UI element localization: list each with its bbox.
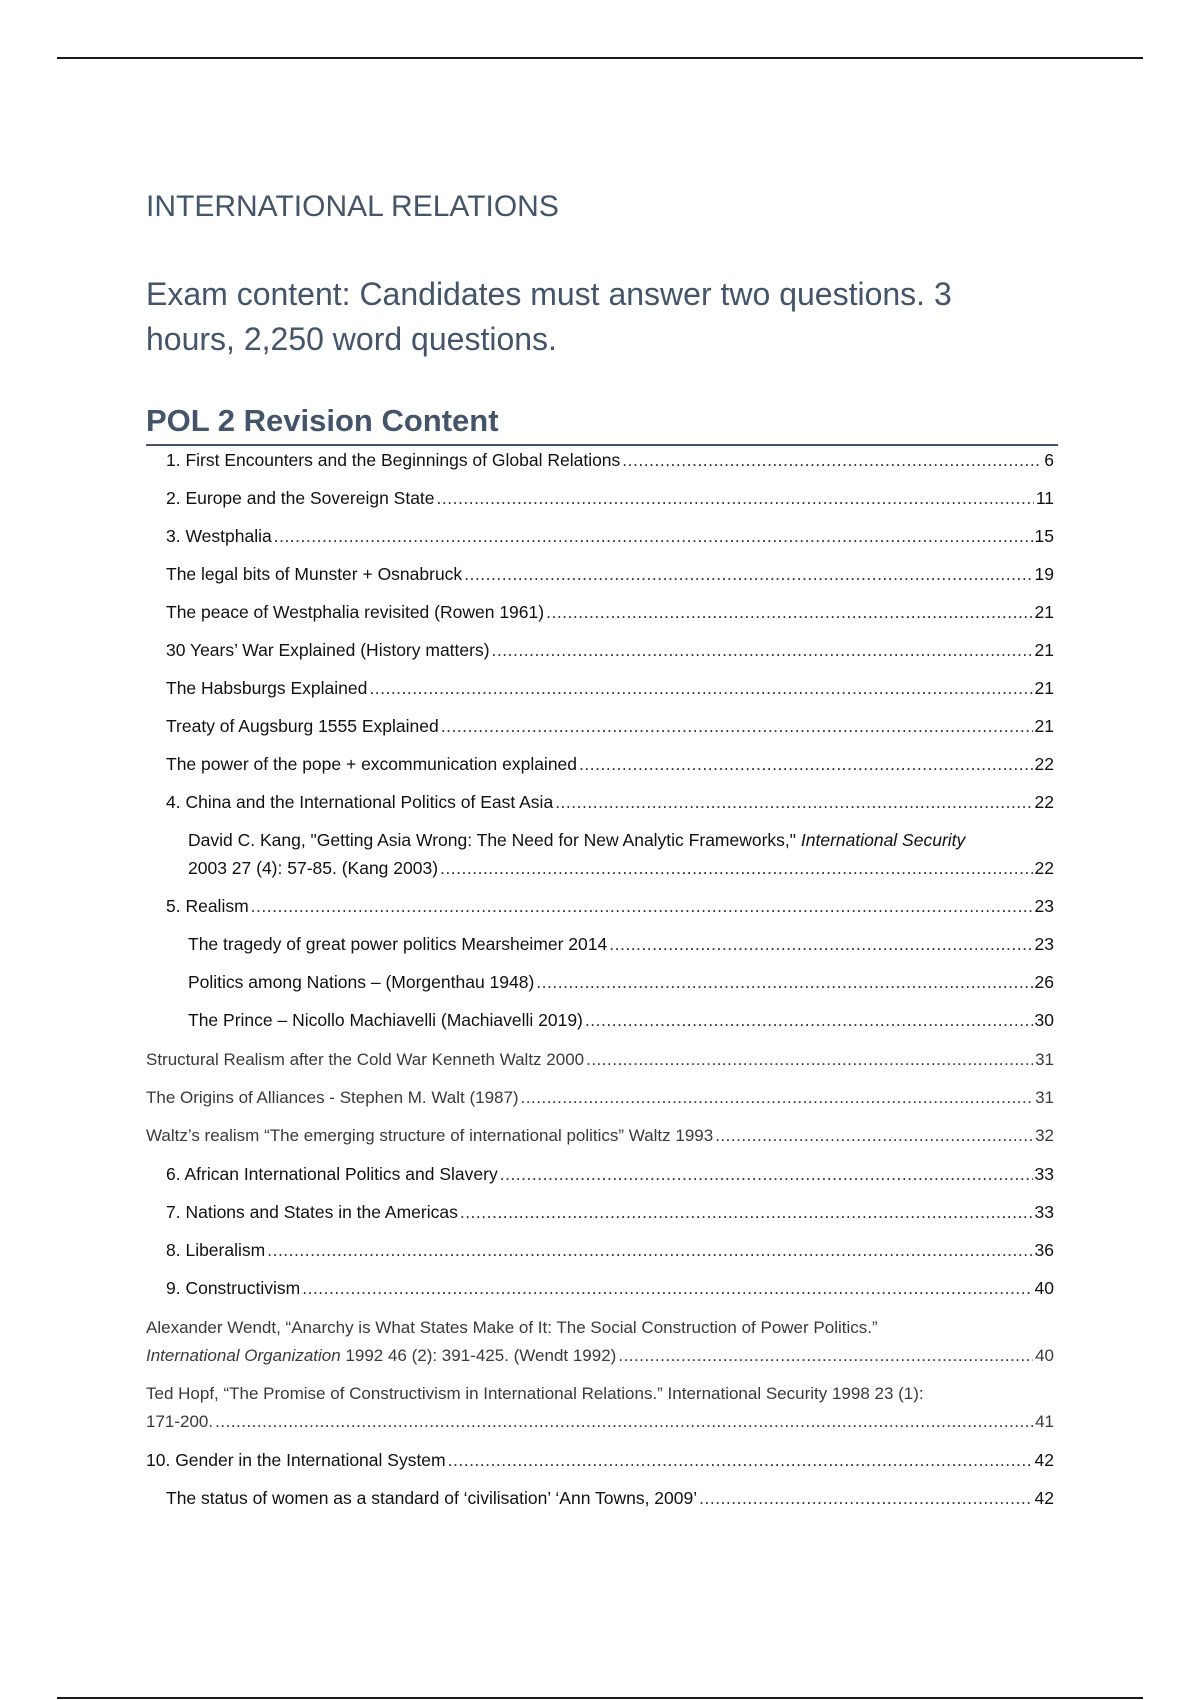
toc-entry[interactable] [146, 788, 1054, 816]
toc-entry-text: The status of women as a standard of ‘civilisation’ ‘Ann Towns, 2009’ [166, 1488, 698, 1508]
toc-entry-text: The legal bits of Munster + Osnabruck [166, 564, 463, 584]
toc-entry[interactable] [146, 1160, 1054, 1188]
toc-entry-page: 23 [1034, 934, 1054, 954]
toc-entry-page: 36 [1034, 1240, 1054, 1260]
toc-entry-text: 2. Europe and the Sovereign State [166, 488, 435, 508]
exam-content-heading [146, 272, 986, 362]
toc-entry-text: The power of the pope + excommunication explained [166, 754, 578, 774]
toc-entry-text: Treaty of Augsburg 1555 Explained [166, 716, 439, 736]
toc-entry-text: Waltz’s realism “The emerging structure of international politics” Waltz 1993 [146, 1126, 714, 1145]
toc-entry-page: 22 [1034, 858, 1054, 878]
toc-entry-text: The Habsburgs Explained [166, 678, 368, 698]
toc-entry[interactable] [146, 892, 1054, 920]
toc-entry[interactable] [146, 968, 1054, 996]
toc-entry-page: 42 [1034, 1488, 1054, 1508]
toc-entry-page: 32 [1035, 1126, 1054, 1145]
toc-entry-text: 10. Gender in the International System [146, 1450, 446, 1470]
bottom-rule [57, 1697, 1143, 1699]
toc-entry-page: 23 [1034, 896, 1054, 916]
toc-entry[interactable] [146, 826, 1054, 882]
toc-entry-text: Politics among Nations – (Morgenthau 1948) [188, 972, 535, 992]
toc-entry-page: 31 [1035, 1050, 1054, 1069]
toc-entry-page: 31 [1035, 1088, 1054, 1107]
document-title: INTERNATIONAL RELATIONS [146, 190, 559, 223]
toc-entry[interactable] [146, 1314, 1054, 1370]
exam-line-1: Exam content: Candidates must answer two questions. 3 [146, 276, 952, 312]
toc-entry-page: 42 [1034, 1450, 1054, 1470]
toc-entry-page: 40 [1034, 1278, 1054, 1298]
toc-entry-page: 41 [1035, 1412, 1054, 1431]
toc-entry[interactable] [146, 446, 1054, 474]
toc-entry-page: 19 [1034, 564, 1054, 584]
journal-title: International Organization [146, 1346, 341, 1365]
toc-entry[interactable] [146, 750, 1054, 778]
toc-entry[interactable] [146, 1484, 1054, 1512]
toc-entry-text: 1. First Encounters and the Beginnings of Global Relations [166, 450, 621, 470]
journal-title: International Security [800, 830, 966, 850]
toc-entry-text: 9. Constructivism [166, 1278, 301, 1298]
toc-entry-text: The tragedy of great power politics Mearsheimer 2014 [188, 934, 608, 954]
toc-entry-page: 21 [1034, 716, 1054, 736]
toc-entry-text: 2003 27 (4): 57-85. (Kang 2003) [188, 858, 439, 878]
toc-entry-text: The peace of Westphalia revisited (Rowen 1961) [166, 602, 545, 622]
toc-entry-text: 4. China and the International Politics of East Asia [166, 792, 554, 812]
toc-entry-page: 11 [1035, 488, 1054, 508]
toc-entry-line-2 [146, 1342, 616, 1370]
toc-entry-page: 33 [1034, 1202, 1054, 1222]
toc-entry[interactable] [146, 1198, 1054, 1226]
toc-entry[interactable] [146, 712, 1054, 740]
toc-entry-text: 5. Realism [166, 896, 249, 916]
toc-entry-page: 21 [1034, 640, 1054, 660]
toc-entry-text: 6. African International Politics and Slavery [166, 1164, 498, 1184]
toc-entry-page: 26 [1034, 972, 1054, 992]
toc-entry-text: 1992 46 (2): 391-425. (Wendt 1992) [340, 1346, 617, 1365]
toc-entry-text: The Prince – Nicollo Machiavelli (Machiavelli 2019) [188, 1010, 583, 1030]
toc-entry-page: 40 [1035, 1346, 1054, 1365]
toc-heading: POL 2 Revision Content [146, 403, 1058, 446]
toc-entry-text: Alexander Wendt, “Anarchy is What States Make of It: The Social Construction of Power Politics.” [146, 1318, 878, 1337]
toc-entry-text: The Origins of Alliances - Stephen M. Walt (1987) [146, 1088, 519, 1107]
toc-entry[interactable] [146, 560, 1054, 588]
toc-entry-page: 22 [1034, 792, 1054, 812]
toc-entry[interactable] [146, 1274, 1054, 1302]
toc-entry-text: 30 Years’ War Explained (History matters) [166, 640, 490, 660]
toc-entry-page: 6 [1044, 450, 1054, 470]
toc-entry[interactable] [146, 484, 1054, 512]
toc-entry-line-1 [188, 826, 1054, 854]
toc-entry[interactable] [146, 674, 1054, 702]
toc-entry[interactable] [146, 598, 1054, 626]
toc-entry[interactable] [146, 1446, 1054, 1474]
table-of-contents [146, 446, 1054, 1512]
toc-entry-page: 30 [1034, 1010, 1054, 1030]
toc-entry-page: 15 [1034, 526, 1054, 546]
toc-entry-text: 171-200. [146, 1412, 214, 1431]
toc-entry-text: Structural Realism after the Cold War Kenneth Waltz 2000 [146, 1050, 585, 1069]
toc-entry[interactable] [146, 1084, 1054, 1112]
toc-entry-text: Ted Hopf, “The Promise of Constructivism in International Relations.” International Security 1998 23 (1): [146, 1384, 924, 1403]
toc-entry-text: 7. Nations and States in the Americas [166, 1202, 458, 1222]
toc-entry[interactable] [146, 1046, 1054, 1074]
toc-entry-page: 33 [1034, 1164, 1054, 1184]
toc-entry[interactable] [146, 1122, 1054, 1150]
toc-entry-text: 3. Westphalia [166, 526, 272, 546]
toc-entry[interactable] [146, 522, 1054, 550]
toc-entry[interactable] [146, 1380, 1054, 1436]
exam-line-2: hours, 2,250 word questions. [146, 321, 557, 357]
toc-entry-page: 21 [1034, 602, 1054, 622]
toc-entry[interactable] [146, 1236, 1054, 1264]
toc-entry-page: 22 [1034, 754, 1054, 774]
toc-entry[interactable] [146, 636, 1054, 664]
toc-entry-text: David C. Kang, "Getting Asia Wrong: The Need for New Analytic Frameworks," [188, 830, 801, 850]
toc-entry[interactable] [146, 1006, 1054, 1034]
toc-entry[interactable] [146, 930, 1054, 958]
toc-entry-text: 8. Liberalism [166, 1240, 266, 1260]
toc-entry-page: 21 [1034, 678, 1054, 698]
top-rule [57, 57, 1143, 59]
